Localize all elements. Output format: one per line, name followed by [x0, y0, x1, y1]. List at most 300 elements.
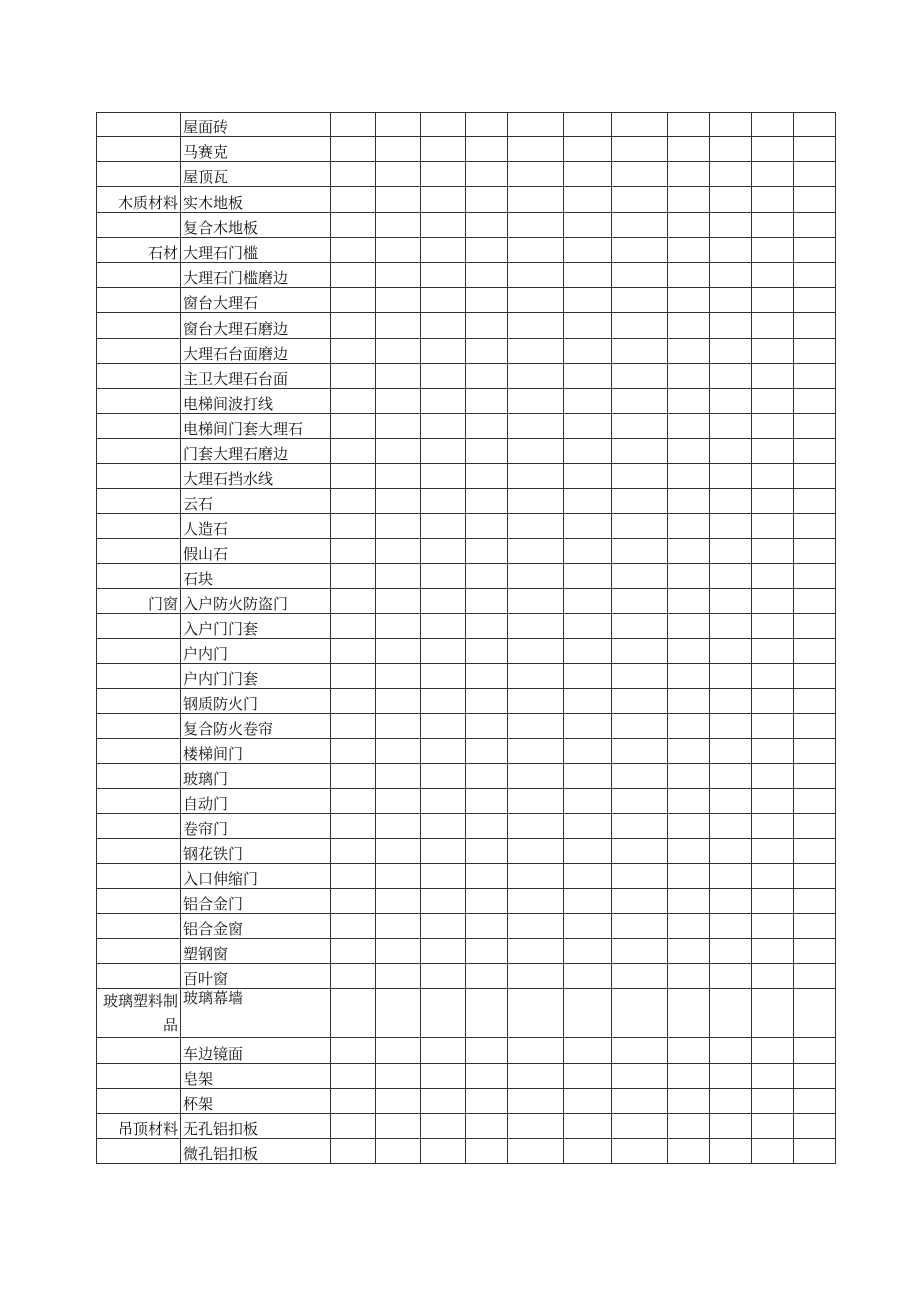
empty-cell	[752, 564, 794, 589]
empty-cell	[466, 789, 508, 814]
empty-cell	[331, 939, 376, 964]
empty-cell	[794, 689, 836, 714]
empty-cell	[564, 113, 612, 137]
empty-cell	[794, 238, 836, 263]
empty-cell	[668, 339, 710, 364]
empty-cell	[710, 714, 752, 739]
empty-cell	[710, 464, 752, 489]
empty-cell	[612, 414, 668, 439]
category-cell	[97, 814, 181, 839]
empty-cell	[376, 514, 421, 539]
empty-cell	[466, 213, 508, 238]
empty-cell	[564, 162, 612, 187]
empty-cell	[752, 864, 794, 889]
empty-cell	[612, 589, 668, 614]
category-cell	[97, 789, 181, 814]
empty-cell	[466, 664, 508, 689]
empty-cell	[421, 1038, 466, 1064]
empty-cell	[752, 238, 794, 263]
empty-cell	[710, 989, 752, 1038]
category-cell	[97, 689, 181, 714]
empty-cell	[466, 514, 508, 539]
empty-cell	[668, 889, 710, 914]
empty-cell	[794, 714, 836, 739]
empty-cell	[710, 489, 752, 514]
empty-cell	[331, 162, 376, 187]
empty-cell	[421, 739, 466, 764]
empty-cell	[794, 137, 836, 162]
empty-cell	[564, 639, 612, 664]
table-row	[97, 1139, 836, 1164]
empty-cell	[668, 714, 710, 739]
empty-cell	[564, 939, 612, 964]
empty-cell	[752, 364, 794, 389]
empty-cell	[668, 814, 710, 839]
empty-cell	[508, 964, 564, 989]
table-row	[97, 439, 836, 464]
empty-cell	[331, 1038, 376, 1064]
empty-cell	[421, 1064, 466, 1089]
empty-cell	[421, 313, 466, 339]
empty-cell	[794, 339, 836, 364]
empty-cell	[421, 238, 466, 263]
item-cell: 云石	[181, 489, 331, 514]
empty-cell	[612, 187, 668, 213]
empty-cell	[612, 439, 668, 464]
empty-cell	[508, 514, 564, 539]
empty-cell	[466, 389, 508, 414]
empty-cell	[710, 814, 752, 839]
empty-cell	[376, 939, 421, 964]
empty-cell	[508, 464, 564, 489]
empty-cell	[508, 539, 564, 564]
item-cell: 窗台大理石	[181, 288, 331, 313]
item-cell: 电梯间门套大理石	[181, 414, 331, 439]
category-cell	[97, 889, 181, 914]
item-cell: 铝合金门	[181, 889, 331, 914]
empty-cell	[752, 964, 794, 989]
empty-cell	[376, 1038, 421, 1064]
empty-cell	[794, 614, 836, 639]
empty-cell	[421, 564, 466, 589]
empty-cell	[668, 864, 710, 889]
empty-cell	[466, 1089, 508, 1114]
empty-cell	[668, 238, 710, 263]
empty-cell	[376, 864, 421, 889]
empty-cell	[564, 814, 612, 839]
table-row	[97, 689, 836, 714]
empty-cell	[421, 514, 466, 539]
table-row	[97, 313, 836, 339]
category-cell	[97, 439, 181, 464]
empty-cell	[376, 238, 421, 263]
table-row	[97, 939, 836, 964]
category-cell	[97, 914, 181, 939]
empty-cell	[466, 914, 508, 939]
table-row	[97, 1064, 836, 1089]
empty-cell	[421, 113, 466, 137]
empty-cell	[752, 814, 794, 839]
empty-cell	[376, 539, 421, 564]
empty-cell	[794, 989, 836, 1038]
category-cell	[97, 113, 181, 137]
empty-cell	[466, 814, 508, 839]
item-cell: 入口伸缩门	[181, 864, 331, 889]
item-cell: 主卫大理石台面	[181, 364, 331, 389]
empty-cell	[794, 1139, 836, 1164]
empty-cell	[466, 339, 508, 364]
empty-cell	[710, 589, 752, 614]
empty-cell	[752, 339, 794, 364]
empty-cell	[376, 664, 421, 689]
category-cell	[97, 263, 181, 288]
empty-cell	[668, 914, 710, 939]
empty-cell	[421, 364, 466, 389]
empty-cell	[376, 839, 421, 864]
empty-cell	[794, 839, 836, 864]
item-cell: 杯架	[181, 1089, 331, 1114]
empty-cell	[421, 439, 466, 464]
category-cell: 门窗	[97, 589, 181, 614]
empty-cell	[421, 187, 466, 213]
empty-cell	[331, 339, 376, 364]
empty-cell	[752, 539, 794, 564]
empty-cell	[564, 839, 612, 864]
empty-cell	[466, 414, 508, 439]
empty-cell	[331, 839, 376, 864]
empty-cell	[508, 364, 564, 389]
empty-cell	[752, 689, 794, 714]
empty-cell	[710, 1089, 752, 1114]
item-cell: 复合木地板	[181, 213, 331, 238]
empty-cell	[331, 364, 376, 389]
empty-cell	[508, 389, 564, 414]
empty-cell	[466, 739, 508, 764]
empty-cell	[508, 162, 564, 187]
empty-cell	[421, 939, 466, 964]
empty-cell	[376, 288, 421, 313]
empty-cell	[508, 564, 564, 589]
empty-cell	[752, 288, 794, 313]
empty-cell	[710, 1139, 752, 1164]
item-cell: 百叶窗	[181, 964, 331, 989]
empty-cell	[668, 989, 710, 1038]
item-cell: 大理石门槛	[181, 238, 331, 263]
category-cell	[97, 288, 181, 313]
empty-cell	[710, 339, 752, 364]
empty-cell	[564, 1064, 612, 1089]
table-row	[97, 263, 836, 288]
empty-cell	[466, 1139, 508, 1164]
empty-cell	[421, 464, 466, 489]
empty-cell	[564, 889, 612, 914]
empty-cell	[794, 939, 836, 964]
empty-cell	[564, 664, 612, 689]
category-cell	[97, 939, 181, 964]
empty-cell	[668, 213, 710, 238]
empty-cell	[508, 889, 564, 914]
item-cell: 玻璃门	[181, 764, 331, 789]
table-row	[97, 1038, 836, 1064]
table-row	[97, 789, 836, 814]
empty-cell	[564, 539, 612, 564]
table-row	[97, 814, 836, 839]
empty-cell	[710, 288, 752, 313]
table-row	[97, 914, 836, 939]
empty-cell	[466, 1114, 508, 1139]
empty-cell	[508, 1064, 564, 1089]
table-row	[97, 714, 836, 739]
empty-cell	[331, 889, 376, 914]
empty-cell	[752, 1064, 794, 1089]
item-cell: 入户门门套	[181, 614, 331, 639]
empty-cell	[508, 914, 564, 939]
empty-cell	[612, 1114, 668, 1139]
empty-cell	[564, 714, 612, 739]
empty-cell	[508, 714, 564, 739]
table-row	[97, 113, 836, 137]
table-row	[97, 414, 836, 439]
item-cell: 大理石台面磨边	[181, 339, 331, 364]
empty-cell	[752, 187, 794, 213]
empty-cell	[612, 889, 668, 914]
empty-cell	[564, 614, 612, 639]
empty-cell	[752, 1038, 794, 1064]
empty-cell	[794, 864, 836, 889]
table-row	[97, 1114, 836, 1139]
empty-cell	[466, 489, 508, 514]
empty-cell	[668, 689, 710, 714]
empty-cell	[794, 764, 836, 789]
empty-cell	[710, 389, 752, 414]
empty-cell	[466, 539, 508, 564]
item-cell: 皂架	[181, 1064, 331, 1089]
table-row	[97, 964, 836, 989]
empty-cell	[376, 113, 421, 137]
empty-cell	[421, 263, 466, 288]
empty-cell	[376, 714, 421, 739]
empty-cell	[752, 1114, 794, 1139]
empty-cell	[421, 789, 466, 814]
empty-cell	[376, 1089, 421, 1114]
item-cell: 人造石	[181, 514, 331, 539]
empty-cell	[376, 389, 421, 414]
empty-cell	[508, 339, 564, 364]
empty-cell	[752, 839, 794, 864]
empty-cell	[376, 187, 421, 213]
empty-cell	[331, 864, 376, 889]
empty-cell	[794, 1114, 836, 1139]
empty-cell	[710, 864, 752, 889]
empty-cell	[376, 162, 421, 187]
category-cell	[97, 1139, 181, 1164]
empty-cell	[331, 739, 376, 764]
table-row	[97, 839, 836, 864]
empty-cell	[668, 564, 710, 589]
empty-cell	[508, 439, 564, 464]
empty-cell	[668, 489, 710, 514]
empty-cell	[376, 789, 421, 814]
empty-cell	[466, 464, 508, 489]
empty-cell	[564, 1038, 612, 1064]
table-row	[97, 614, 836, 639]
empty-cell	[564, 689, 612, 714]
empty-cell	[794, 439, 836, 464]
empty-cell	[612, 339, 668, 364]
empty-cell	[376, 137, 421, 162]
empty-cell	[668, 263, 710, 288]
empty-cell	[376, 739, 421, 764]
empty-cell	[331, 614, 376, 639]
item-cell: 车边镜面	[181, 1038, 331, 1064]
empty-cell	[794, 1089, 836, 1114]
empty-cell	[421, 989, 466, 1038]
empty-cell	[466, 839, 508, 864]
item-cell: 玻璃幕墙	[181, 989, 331, 1038]
empty-cell	[466, 263, 508, 288]
table-row	[97, 364, 836, 389]
empty-cell	[508, 313, 564, 339]
empty-cell	[668, 1089, 710, 1114]
empty-cell	[612, 1038, 668, 1064]
item-cell: 窗台大理石磨边	[181, 313, 331, 339]
empty-cell	[466, 364, 508, 389]
empty-cell	[331, 187, 376, 213]
empty-cell	[331, 689, 376, 714]
category-cell	[97, 1064, 181, 1089]
empty-cell	[376, 989, 421, 1038]
empty-cell	[331, 989, 376, 1038]
empty-cell	[794, 514, 836, 539]
category-cell	[97, 464, 181, 489]
empty-cell	[668, 514, 710, 539]
empty-cell	[376, 414, 421, 439]
empty-cell	[612, 514, 668, 539]
empty-cell	[752, 313, 794, 339]
empty-cell	[466, 989, 508, 1038]
empty-cell	[466, 939, 508, 964]
empty-cell	[794, 564, 836, 589]
empty-cell	[564, 187, 612, 213]
table-row	[97, 589, 836, 614]
empty-cell	[794, 389, 836, 414]
empty-cell	[376, 313, 421, 339]
empty-cell	[612, 564, 668, 589]
category-cell	[97, 489, 181, 514]
empty-cell	[752, 1089, 794, 1114]
item-cell: 楼梯间门	[181, 739, 331, 764]
category-cell	[97, 162, 181, 187]
empty-cell	[752, 439, 794, 464]
empty-cell	[752, 789, 794, 814]
empty-cell	[710, 263, 752, 288]
empty-cell	[668, 589, 710, 614]
item-cell: 入户防火防盗门	[181, 589, 331, 614]
empty-cell	[564, 589, 612, 614]
empty-cell	[466, 439, 508, 464]
empty-cell	[668, 187, 710, 213]
empty-cell	[421, 614, 466, 639]
empty-cell	[421, 1139, 466, 1164]
empty-cell	[331, 288, 376, 313]
empty-cell	[668, 964, 710, 989]
empty-cell	[421, 639, 466, 664]
empty-cell	[421, 889, 466, 914]
empty-cell	[794, 914, 836, 939]
empty-cell	[331, 313, 376, 339]
empty-cell	[752, 489, 794, 514]
empty-cell	[376, 1064, 421, 1089]
empty-cell	[612, 113, 668, 137]
empty-cell	[794, 1064, 836, 1089]
empty-cell	[331, 564, 376, 589]
empty-cell	[794, 589, 836, 614]
empty-cell	[376, 263, 421, 288]
empty-cell	[331, 213, 376, 238]
item-cell: 屋面砖	[181, 113, 331, 137]
empty-cell	[466, 288, 508, 313]
empty-cell	[612, 864, 668, 889]
empty-cell	[794, 489, 836, 514]
empty-cell	[331, 464, 376, 489]
empty-cell	[564, 137, 612, 162]
empty-cell	[376, 639, 421, 664]
empty-cell	[376, 339, 421, 364]
empty-cell	[564, 414, 612, 439]
empty-cell	[564, 739, 612, 764]
empty-cell	[752, 1139, 794, 1164]
empty-cell	[421, 764, 466, 789]
empty-cell	[794, 739, 836, 764]
empty-cell	[612, 939, 668, 964]
empty-cell	[752, 263, 794, 288]
category-cell	[97, 539, 181, 564]
empty-cell	[508, 589, 564, 614]
empty-cell	[752, 213, 794, 238]
empty-cell	[668, 313, 710, 339]
item-cell: 电梯间波打线	[181, 389, 331, 414]
table-row	[97, 162, 836, 187]
empty-cell	[508, 739, 564, 764]
empty-cell	[376, 889, 421, 914]
empty-cell	[508, 939, 564, 964]
empty-cell	[710, 514, 752, 539]
empty-cell	[668, 439, 710, 464]
item-cell: 实木地板	[181, 187, 331, 213]
empty-cell	[752, 714, 794, 739]
empty-cell	[710, 764, 752, 789]
category-cell	[97, 614, 181, 639]
empty-cell	[612, 964, 668, 989]
empty-cell	[508, 414, 564, 439]
category-cell	[97, 1089, 181, 1114]
empty-cell	[794, 263, 836, 288]
empty-cell	[710, 439, 752, 464]
empty-cell	[376, 689, 421, 714]
empty-cell	[508, 137, 564, 162]
category-cell	[97, 839, 181, 864]
table-row	[97, 464, 836, 489]
empty-cell	[668, 389, 710, 414]
empty-cell	[508, 263, 564, 288]
empty-cell	[794, 364, 836, 389]
empty-cell	[564, 764, 612, 789]
empty-cell	[710, 364, 752, 389]
empty-cell	[421, 1089, 466, 1114]
empty-cell	[612, 639, 668, 664]
item-cell: 无孔铝扣板	[181, 1114, 331, 1139]
empty-cell	[376, 439, 421, 464]
